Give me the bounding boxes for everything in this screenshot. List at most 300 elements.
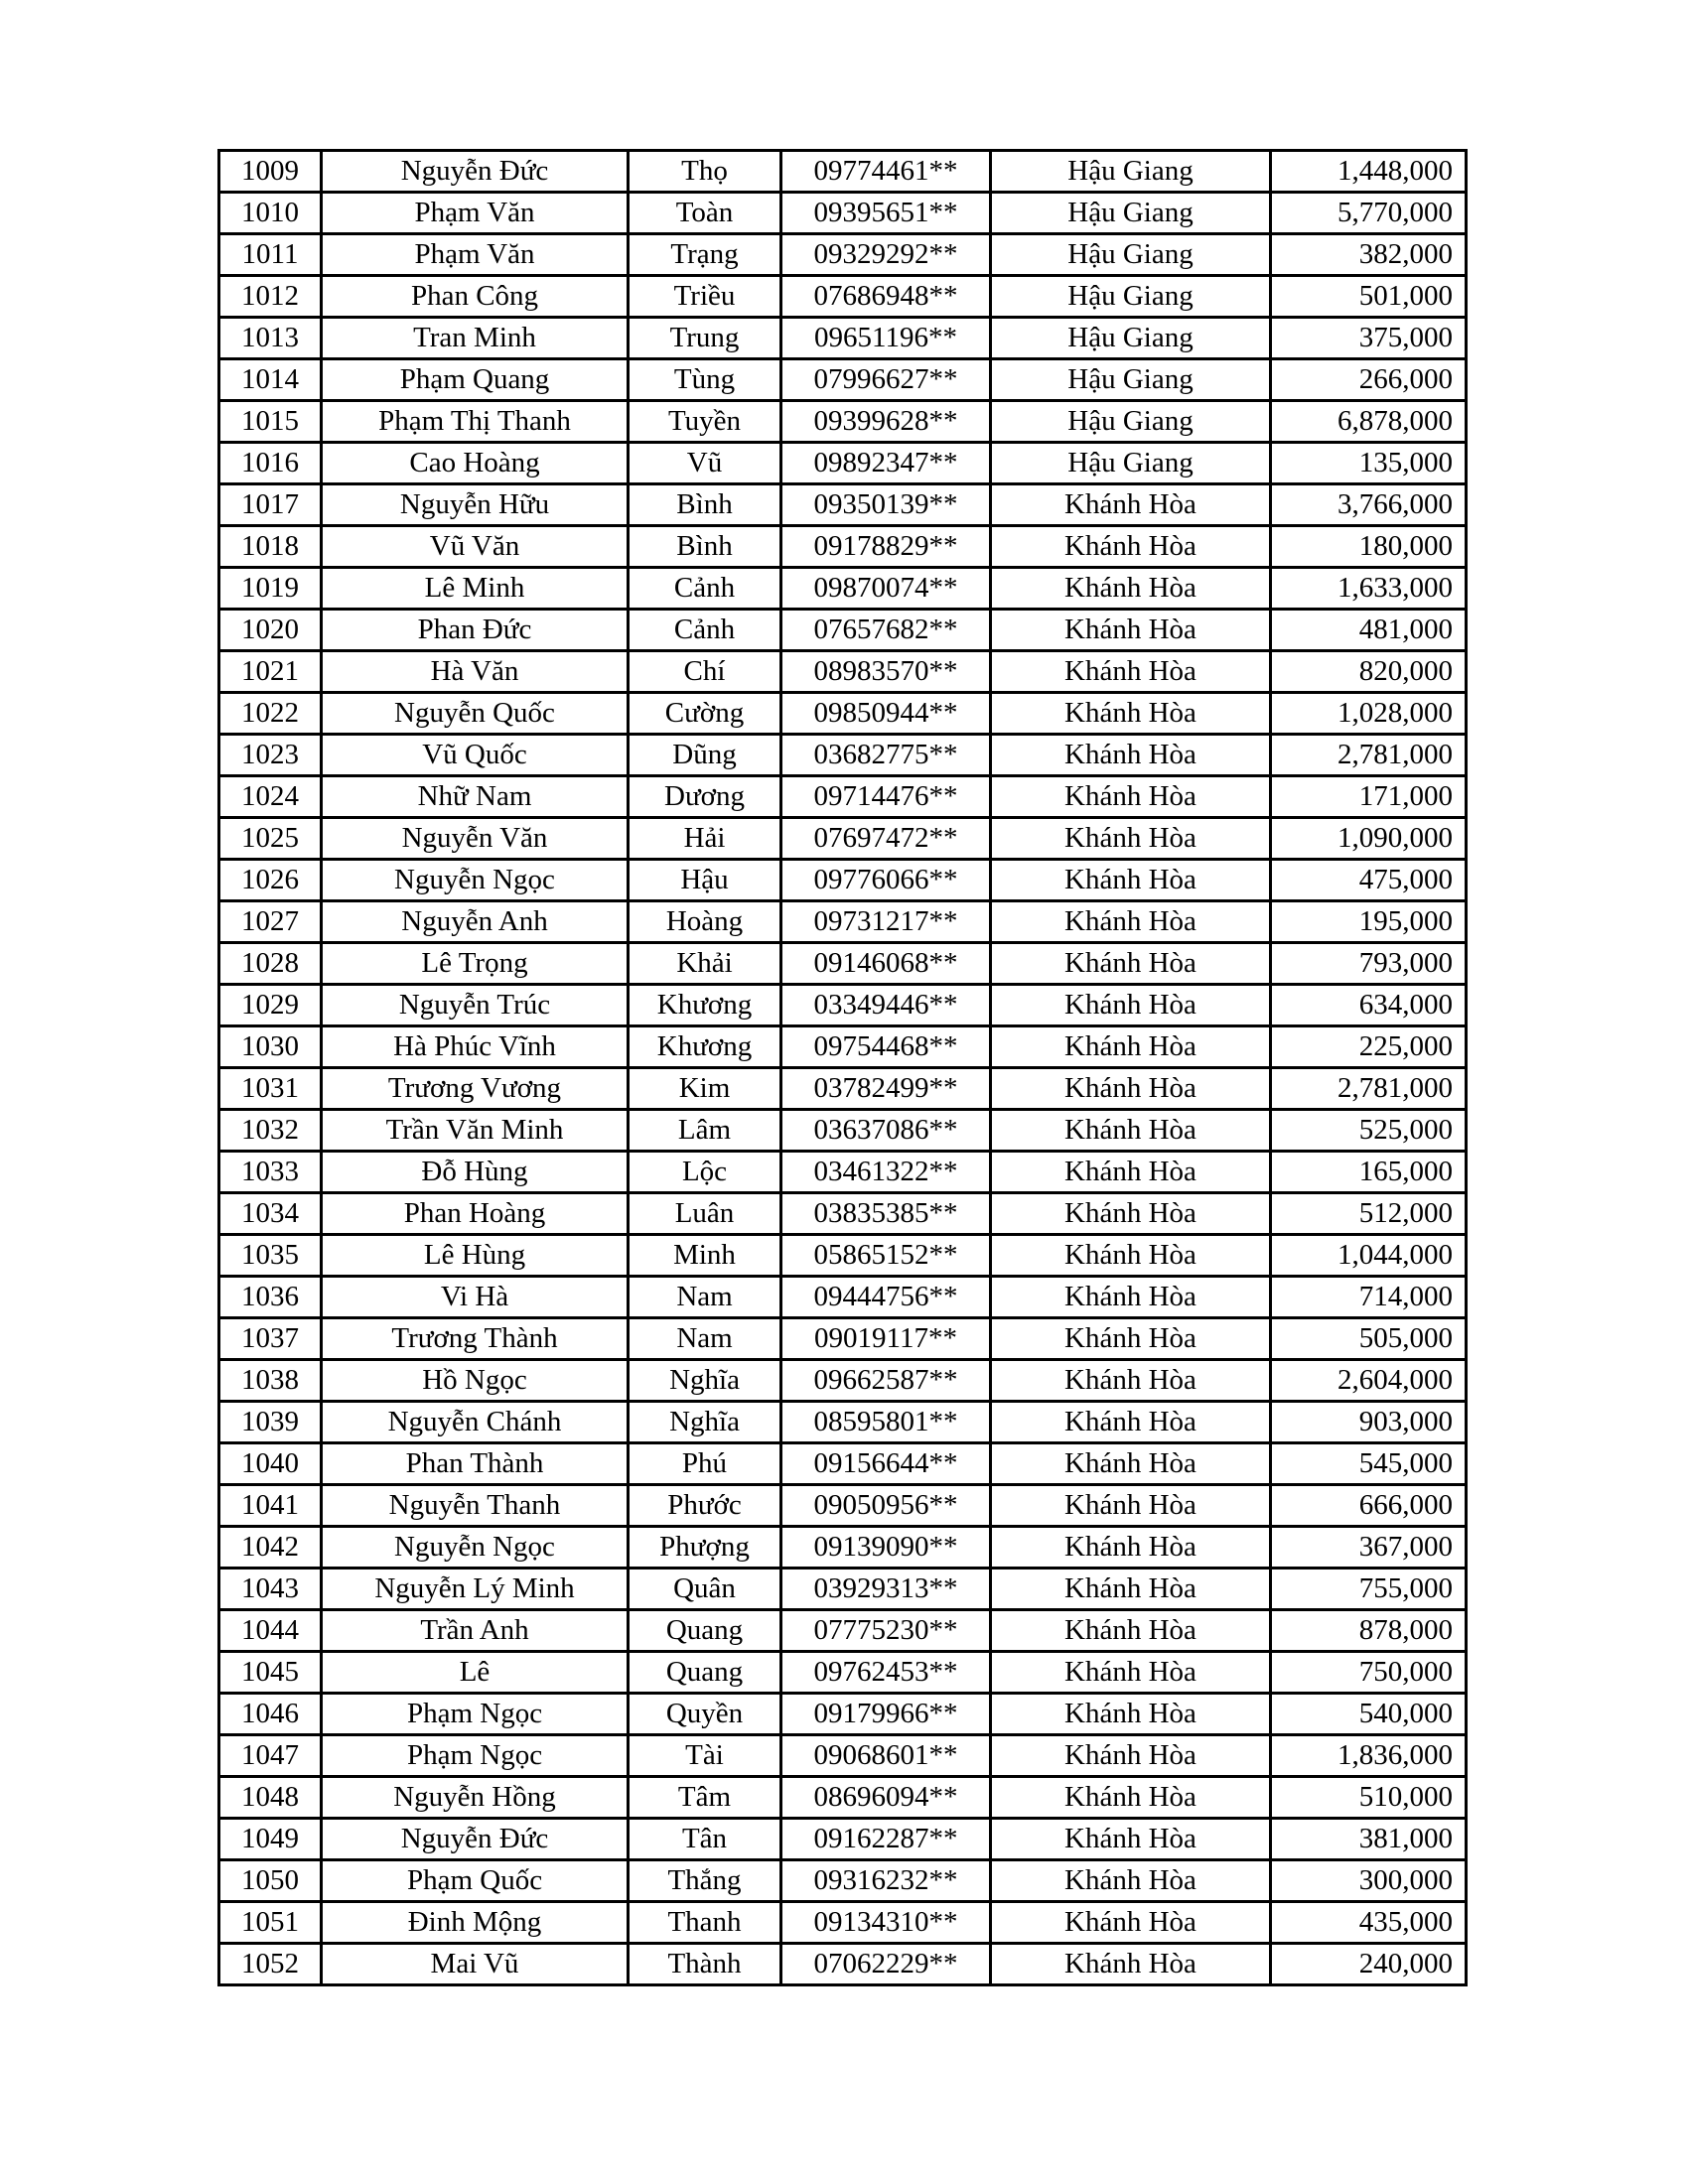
cell-province: Khánh Hòa: [991, 1318, 1271, 1360]
cell-first-name: Mai Vũ: [322, 1944, 629, 1985]
cell-id: 1049: [219, 1819, 322, 1860]
table-row: [219, 1193, 1467, 1235]
cell-id: 1024: [219, 776, 322, 818]
cell-amount: 435,000: [1271, 1902, 1467, 1944]
table-row: [219, 1443, 1467, 1485]
cell-phone: 07686948**: [781, 276, 991, 318]
cell-last-name: Nghĩa: [629, 1402, 781, 1443]
cell-last-name: Quang: [629, 1610, 781, 1652]
cell-province: Khánh Hòa: [991, 1485, 1271, 1527]
cell-amount: 540,000: [1271, 1694, 1467, 1735]
cell-first-name: Lê: [322, 1652, 629, 1694]
cell-phone: 09714476**: [781, 776, 991, 818]
cell-amount: 481,000: [1271, 610, 1467, 651]
cell-id: 1010: [219, 193, 322, 234]
table-row: [219, 1610, 1467, 1652]
cell-first-name: Phạm Văn: [322, 193, 629, 234]
table-row: [219, 1902, 1467, 1944]
cell-first-name: Nguyễn Ngọc: [322, 860, 629, 901]
table-row: [219, 1652, 1467, 1694]
cell-phone: 09068601**: [781, 1735, 991, 1777]
cell-phone: 09156644**: [781, 1443, 991, 1485]
cell-id: 1040: [219, 1443, 322, 1485]
cell-last-name: Kim: [629, 1068, 781, 1110]
cell-last-name: Thắng: [629, 1860, 781, 1902]
cell-last-name: Nam: [629, 1277, 781, 1318]
table-row: [219, 901, 1467, 943]
cell-last-name: Thọ: [629, 151, 781, 193]
cell-phone: 03929313**: [781, 1569, 991, 1610]
cell-phone: 09754468**: [781, 1026, 991, 1068]
cell-last-name: Khương: [629, 1026, 781, 1068]
cell-id: 1023: [219, 735, 322, 776]
cell-province: Khánh Hòa: [991, 1735, 1271, 1777]
cell-id: 1029: [219, 985, 322, 1026]
cell-amount: 165,000: [1271, 1152, 1467, 1193]
cell-first-name: Nguyễn Chánh: [322, 1402, 629, 1443]
cell-phone: 09444756**: [781, 1277, 991, 1318]
cell-amount: 2,781,000: [1271, 1068, 1467, 1110]
cell-amount: 714,000: [1271, 1277, 1467, 1318]
cell-first-name: Vi Hà: [322, 1277, 629, 1318]
cell-id: 1051: [219, 1902, 322, 1944]
cell-first-name: Phan Đức: [322, 610, 629, 651]
cell-province: Hậu Giang: [991, 193, 1271, 234]
cell-province: Hậu Giang: [991, 276, 1271, 318]
cell-last-name: Cảnh: [629, 610, 781, 651]
cell-amount: 375,000: [1271, 318, 1467, 359]
cell-province: Khánh Hòa: [991, 1193, 1271, 1235]
table-row: [219, 1735, 1467, 1777]
cell-last-name: Trạng: [629, 234, 781, 276]
cell-province: Khánh Hòa: [991, 1026, 1271, 1068]
cell-province: Khánh Hòa: [991, 818, 1271, 860]
cell-province: Khánh Hòa: [991, 1068, 1271, 1110]
table-row: [219, 359, 1467, 401]
cell-first-name: Vũ Quốc: [322, 735, 629, 776]
cell-id: 1017: [219, 484, 322, 526]
cell-phone: 07657682**: [781, 610, 991, 651]
cell-phone: 09776066**: [781, 860, 991, 901]
cell-id: 1041: [219, 1485, 322, 1527]
cell-last-name: Luân: [629, 1193, 781, 1235]
cell-amount: 225,000: [1271, 1026, 1467, 1068]
cell-province: Hậu Giang: [991, 401, 1271, 443]
cell-last-name: Hoàng: [629, 901, 781, 943]
cell-first-name: Nguyễn Hữu: [322, 484, 629, 526]
cell-amount: 3,766,000: [1271, 484, 1467, 526]
cell-id: 1018: [219, 526, 322, 568]
cell-amount: 1,448,000: [1271, 151, 1467, 193]
cell-id: 1042: [219, 1527, 322, 1569]
cell-province: Khánh Hòa: [991, 901, 1271, 943]
cell-first-name: Nguyễn Hồng: [322, 1777, 629, 1819]
cell-phone: 09178829**: [781, 526, 991, 568]
cell-province: Hậu Giang: [991, 151, 1271, 193]
cell-amount: 475,000: [1271, 860, 1467, 901]
cell-last-name: Thành: [629, 1944, 781, 1985]
cell-last-name: Trung: [629, 318, 781, 359]
cell-first-name: Hồ Ngọc: [322, 1360, 629, 1402]
cell-first-name: Trần Văn Minh: [322, 1110, 629, 1152]
cell-province: Khánh Hòa: [991, 1569, 1271, 1610]
cell-first-name: Hà Phúc Vĩnh: [322, 1026, 629, 1068]
cell-phone: 03835385**: [781, 1193, 991, 1235]
cell-id: 1037: [219, 1318, 322, 1360]
cell-amount: 1,044,000: [1271, 1235, 1467, 1277]
cell-first-name: Lê Trọng: [322, 943, 629, 985]
cell-phone: 07697472**: [781, 818, 991, 860]
cell-first-name: Cao Hoàng: [322, 443, 629, 484]
cell-phone: 08696094**: [781, 1777, 991, 1819]
cell-province: Hậu Giang: [991, 443, 1271, 484]
cell-first-name: Nguyễn Lý Minh: [322, 1569, 629, 1610]
cell-id: 1027: [219, 901, 322, 943]
cell-amount: 5,770,000: [1271, 193, 1467, 234]
cell-id: 1045: [219, 1652, 322, 1694]
table-row: [219, 1819, 1467, 1860]
cell-phone: 09162287**: [781, 1819, 991, 1860]
cell-phone: 03461322**: [781, 1152, 991, 1193]
cell-province: Khánh Hòa: [991, 1152, 1271, 1193]
table-row: [219, 693, 1467, 735]
table-row: [219, 1694, 1467, 1735]
cell-amount: 1,028,000: [1271, 693, 1467, 735]
cell-amount: 501,000: [1271, 276, 1467, 318]
cell-amount: 820,000: [1271, 651, 1467, 693]
cell-id: 1013: [219, 318, 322, 359]
table-row: [219, 318, 1467, 359]
cell-first-name: Trương Vương: [322, 1068, 629, 1110]
cell-phone: 05865152**: [781, 1235, 991, 1277]
cell-first-name: Lê Minh: [322, 568, 629, 610]
cell-province: Khánh Hòa: [991, 1277, 1271, 1318]
cell-last-name: Khải: [629, 943, 781, 985]
cell-first-name: Phạm Thị Thanh: [322, 401, 629, 443]
cell-id: 1034: [219, 1193, 322, 1235]
cell-phone: 09350139**: [781, 484, 991, 526]
cell-id: 1033: [219, 1152, 322, 1193]
cell-id: 1048: [219, 1777, 322, 1819]
cell-last-name: Toàn: [629, 193, 781, 234]
cell-last-name: Nam: [629, 1318, 781, 1360]
cell-amount: 266,000: [1271, 359, 1467, 401]
cell-phone: 09395651**: [781, 193, 991, 234]
cell-phone: 03782499**: [781, 1068, 991, 1110]
cell-id: 1030: [219, 1026, 322, 1068]
cell-id: 1026: [219, 860, 322, 901]
cell-id: 1014: [219, 359, 322, 401]
cell-phone: 09870074**: [781, 568, 991, 610]
cell-phone: 09651196**: [781, 318, 991, 359]
cell-last-name: Tuyền: [629, 401, 781, 443]
cell-phone: 09019117**: [781, 1318, 991, 1360]
cell-amount: 750,000: [1271, 1652, 1467, 1694]
cell-last-name: Hậu: [629, 860, 781, 901]
cell-id: 1028: [219, 943, 322, 985]
cell-first-name: Trương Thành: [322, 1318, 629, 1360]
cell-first-name: Đỗ Hùng: [322, 1152, 629, 1193]
cell-first-name: Phạm Ngọc: [322, 1735, 629, 1777]
cell-id: 1022: [219, 693, 322, 735]
cell-phone: 09850944**: [781, 693, 991, 735]
cell-first-name: Phạm Quốc: [322, 1860, 629, 1902]
cell-last-name: Tân: [629, 1819, 781, 1860]
cell-phone: 09762453**: [781, 1652, 991, 1694]
cell-first-name: Lê Hùng: [322, 1235, 629, 1277]
cell-last-name: Bình: [629, 526, 781, 568]
cell-province: Khánh Hòa: [991, 1110, 1271, 1152]
cell-amount: 512,000: [1271, 1193, 1467, 1235]
cell-last-name: Cảnh: [629, 568, 781, 610]
cell-last-name: Phú: [629, 1443, 781, 1485]
cell-amount: 381,000: [1271, 1819, 1467, 1860]
cell-phone: 09179966**: [781, 1694, 991, 1735]
cell-id: 1031: [219, 1068, 322, 1110]
table-row: [219, 276, 1467, 318]
cell-province: Khánh Hòa: [991, 1944, 1271, 1985]
cell-province: Khánh Hòa: [991, 735, 1271, 776]
cell-id: 1012: [219, 276, 322, 318]
cell-last-name: Chí: [629, 651, 781, 693]
cell-province: Khánh Hòa: [991, 985, 1271, 1026]
table-row: [219, 1277, 1467, 1318]
cell-last-name: Tâm: [629, 1777, 781, 1819]
cell-amount: 793,000: [1271, 943, 1467, 985]
cell-amount: 300,000: [1271, 1860, 1467, 1902]
cell-amount: 171,000: [1271, 776, 1467, 818]
cell-province: Khánh Hòa: [991, 1694, 1271, 1735]
cell-province: Khánh Hòa: [991, 1527, 1271, 1569]
cell-province: Khánh Hòa: [991, 1443, 1271, 1485]
cell-id: 1015: [219, 401, 322, 443]
cell-phone: 08983570**: [781, 651, 991, 693]
cell-phone: 09050956**: [781, 1485, 991, 1527]
cell-province: Khánh Hòa: [991, 1902, 1271, 1944]
cell-last-name: Quân: [629, 1569, 781, 1610]
cell-id: 1044: [219, 1610, 322, 1652]
table-row: [219, 735, 1467, 776]
cell-province: Hậu Giang: [991, 234, 1271, 276]
cell-first-name: Nguyễn Anh: [322, 901, 629, 943]
cell-province: Khánh Hòa: [991, 860, 1271, 901]
cell-phone: 03349446**: [781, 985, 991, 1026]
cell-first-name: Nhữ Nam: [322, 776, 629, 818]
table-row: [219, 1360, 1467, 1402]
cell-first-name: Nguyễn Trúc: [322, 985, 629, 1026]
cell-amount: 878,000: [1271, 1610, 1467, 1652]
cell-first-name: Phạm Ngọc: [322, 1694, 629, 1735]
cell-last-name: Thanh: [629, 1902, 781, 1944]
cell-phone: 09329292**: [781, 234, 991, 276]
cell-amount: 135,000: [1271, 443, 1467, 484]
cell-id: 1021: [219, 651, 322, 693]
cell-amount: 1,836,000: [1271, 1735, 1467, 1777]
cell-id: 1016: [219, 443, 322, 484]
table-row: [219, 1944, 1467, 1985]
cell-last-name: Tùng: [629, 359, 781, 401]
cell-last-name: Phượng: [629, 1527, 781, 1569]
table-row: [219, 526, 1467, 568]
table-row: [219, 610, 1467, 651]
cell-id: 1035: [219, 1235, 322, 1277]
cell-first-name: Nguyễn Đức: [322, 1819, 629, 1860]
cell-province: Khánh Hòa: [991, 1860, 1271, 1902]
cell-amount: 382,000: [1271, 234, 1467, 276]
cell-phone: 09146068**: [781, 943, 991, 985]
cell-phone: 09892347**: [781, 443, 991, 484]
cell-province: Khánh Hòa: [991, 1610, 1271, 1652]
cell-province: Khánh Hòa: [991, 651, 1271, 693]
cell-amount: 1,633,000: [1271, 568, 1467, 610]
cell-last-name: Quyền: [629, 1694, 781, 1735]
cell-province: Khánh Hòa: [991, 568, 1271, 610]
cell-province: Khánh Hòa: [991, 776, 1271, 818]
cell-last-name: Lâm: [629, 1110, 781, 1152]
cell-phone: 07775230**: [781, 1610, 991, 1652]
table-row: [219, 234, 1467, 276]
cell-last-name: Quang: [629, 1652, 781, 1694]
cell-amount: 666,000: [1271, 1485, 1467, 1527]
cell-phone: 09139090**: [781, 1527, 991, 1569]
table-row: [219, 151, 1467, 193]
cell-province: Hậu Giang: [991, 318, 1271, 359]
cell-province: Khánh Hòa: [991, 526, 1271, 568]
cell-id: 1046: [219, 1694, 322, 1735]
cell-phone: 03637086**: [781, 1110, 991, 1152]
cell-last-name: Triều: [629, 276, 781, 318]
cell-last-name: Lộc: [629, 1152, 781, 1193]
cell-id: 1019: [219, 568, 322, 610]
cell-id: 1020: [219, 610, 322, 651]
cell-amount: 755,000: [1271, 1569, 1467, 1610]
cell-last-name: Phước: [629, 1485, 781, 1527]
cell-phone: 07996627**: [781, 359, 991, 401]
cell-amount: 510,000: [1271, 1777, 1467, 1819]
table-row: [219, 1860, 1467, 1902]
cell-first-name: Phạm Quang: [322, 359, 629, 401]
cell-last-name: Tài: [629, 1735, 781, 1777]
cell-id: 1039: [219, 1402, 322, 1443]
cell-amount: 6,878,000: [1271, 401, 1467, 443]
cell-id: 1009: [219, 151, 322, 193]
cell-first-name: Vũ Văn: [322, 526, 629, 568]
table-row: [219, 1068, 1467, 1110]
cell-last-name: Hải: [629, 818, 781, 860]
cell-first-name: Hà Văn: [322, 651, 629, 693]
winner-table: [217, 149, 1468, 1986]
cell-first-name: Tran Minh: [322, 318, 629, 359]
cell-last-name: Vũ: [629, 443, 781, 484]
table-row: [219, 818, 1467, 860]
cell-last-name: Khương: [629, 985, 781, 1026]
table-row: [219, 193, 1467, 234]
cell-id: 1050: [219, 1860, 322, 1902]
cell-id: 1038: [219, 1360, 322, 1402]
cell-province: Khánh Hòa: [991, 1652, 1271, 1694]
cell-amount: 180,000: [1271, 526, 1467, 568]
cell-phone: 09774461**: [781, 151, 991, 193]
table-row: [219, 443, 1467, 484]
cell-first-name: Phạm Văn: [322, 234, 629, 276]
cell-phone: 09731217**: [781, 901, 991, 943]
cell-id: 1043: [219, 1569, 322, 1610]
cell-phone: 07062229**: [781, 1944, 991, 1985]
cell-first-name: Nguyễn Văn: [322, 818, 629, 860]
cell-id: 1032: [219, 1110, 322, 1152]
cell-province: Khánh Hòa: [991, 1402, 1271, 1443]
cell-amount: 505,000: [1271, 1318, 1467, 1360]
cell-amount: 545,000: [1271, 1443, 1467, 1485]
cell-id: 1025: [219, 818, 322, 860]
cell-id: 1047: [219, 1735, 322, 1777]
cell-first-name: Trần Anh: [322, 1610, 629, 1652]
table-row: [219, 860, 1467, 901]
cell-province: Khánh Hòa: [991, 1235, 1271, 1277]
cell-first-name: Phan Công: [322, 276, 629, 318]
table-row: [219, 1026, 1467, 1068]
cell-last-name: Cường: [629, 693, 781, 735]
cell-phone: 08595801**: [781, 1402, 991, 1443]
cell-province: Khánh Hòa: [991, 693, 1271, 735]
cell-province: Khánh Hòa: [991, 484, 1271, 526]
cell-phone: 09399628**: [781, 401, 991, 443]
cell-province: Khánh Hòa: [991, 610, 1271, 651]
table-row: [219, 568, 1467, 610]
cell-province: Khánh Hòa: [991, 943, 1271, 985]
cell-first-name: Nguyễn Ngọc: [322, 1527, 629, 1569]
cell-amount: 903,000: [1271, 1402, 1467, 1443]
cell-province: Hậu Giang: [991, 359, 1271, 401]
table-row: [219, 401, 1467, 443]
table-row: [219, 1527, 1467, 1569]
cell-first-name: Đinh Mộng: [322, 1902, 629, 1944]
table-body: [219, 151, 1467, 1985]
cell-first-name: Nguyễn Thanh: [322, 1485, 629, 1527]
table-row: [219, 1569, 1467, 1610]
table-row: [219, 484, 1467, 526]
cell-amount: 525,000: [1271, 1110, 1467, 1152]
cell-id: 1011: [219, 234, 322, 276]
table-row: [219, 1777, 1467, 1819]
cell-amount: 195,000: [1271, 901, 1467, 943]
cell-last-name: Minh: [629, 1235, 781, 1277]
cell-phone: 09316232**: [781, 1860, 991, 1902]
cell-amount: 634,000: [1271, 985, 1467, 1026]
table-row: [219, 1235, 1467, 1277]
table-row: [219, 1110, 1467, 1152]
table-row: [219, 943, 1467, 985]
cell-first-name: Phan Thành: [322, 1443, 629, 1485]
cell-first-name: Nguyễn Đức: [322, 151, 629, 193]
cell-province: Khánh Hòa: [991, 1819, 1271, 1860]
cell-last-name: Bình: [629, 484, 781, 526]
cell-id: 1052: [219, 1944, 322, 1985]
cell-last-name: Dương: [629, 776, 781, 818]
cell-amount: 240,000: [1271, 1944, 1467, 1985]
table-row: [219, 1318, 1467, 1360]
cell-first-name: Nguyễn Quốc: [322, 693, 629, 735]
cell-first-name: Phan Hoàng: [322, 1193, 629, 1235]
cell-amount: 2,604,000: [1271, 1360, 1467, 1402]
table-row: [219, 1152, 1467, 1193]
cell-amount: 2,781,000: [1271, 735, 1467, 776]
cell-amount: 1,090,000: [1271, 818, 1467, 860]
cell-last-name: Dũng: [629, 735, 781, 776]
cell-province: Khánh Hòa: [991, 1360, 1271, 1402]
table-row: [219, 776, 1467, 818]
table-row: [219, 651, 1467, 693]
